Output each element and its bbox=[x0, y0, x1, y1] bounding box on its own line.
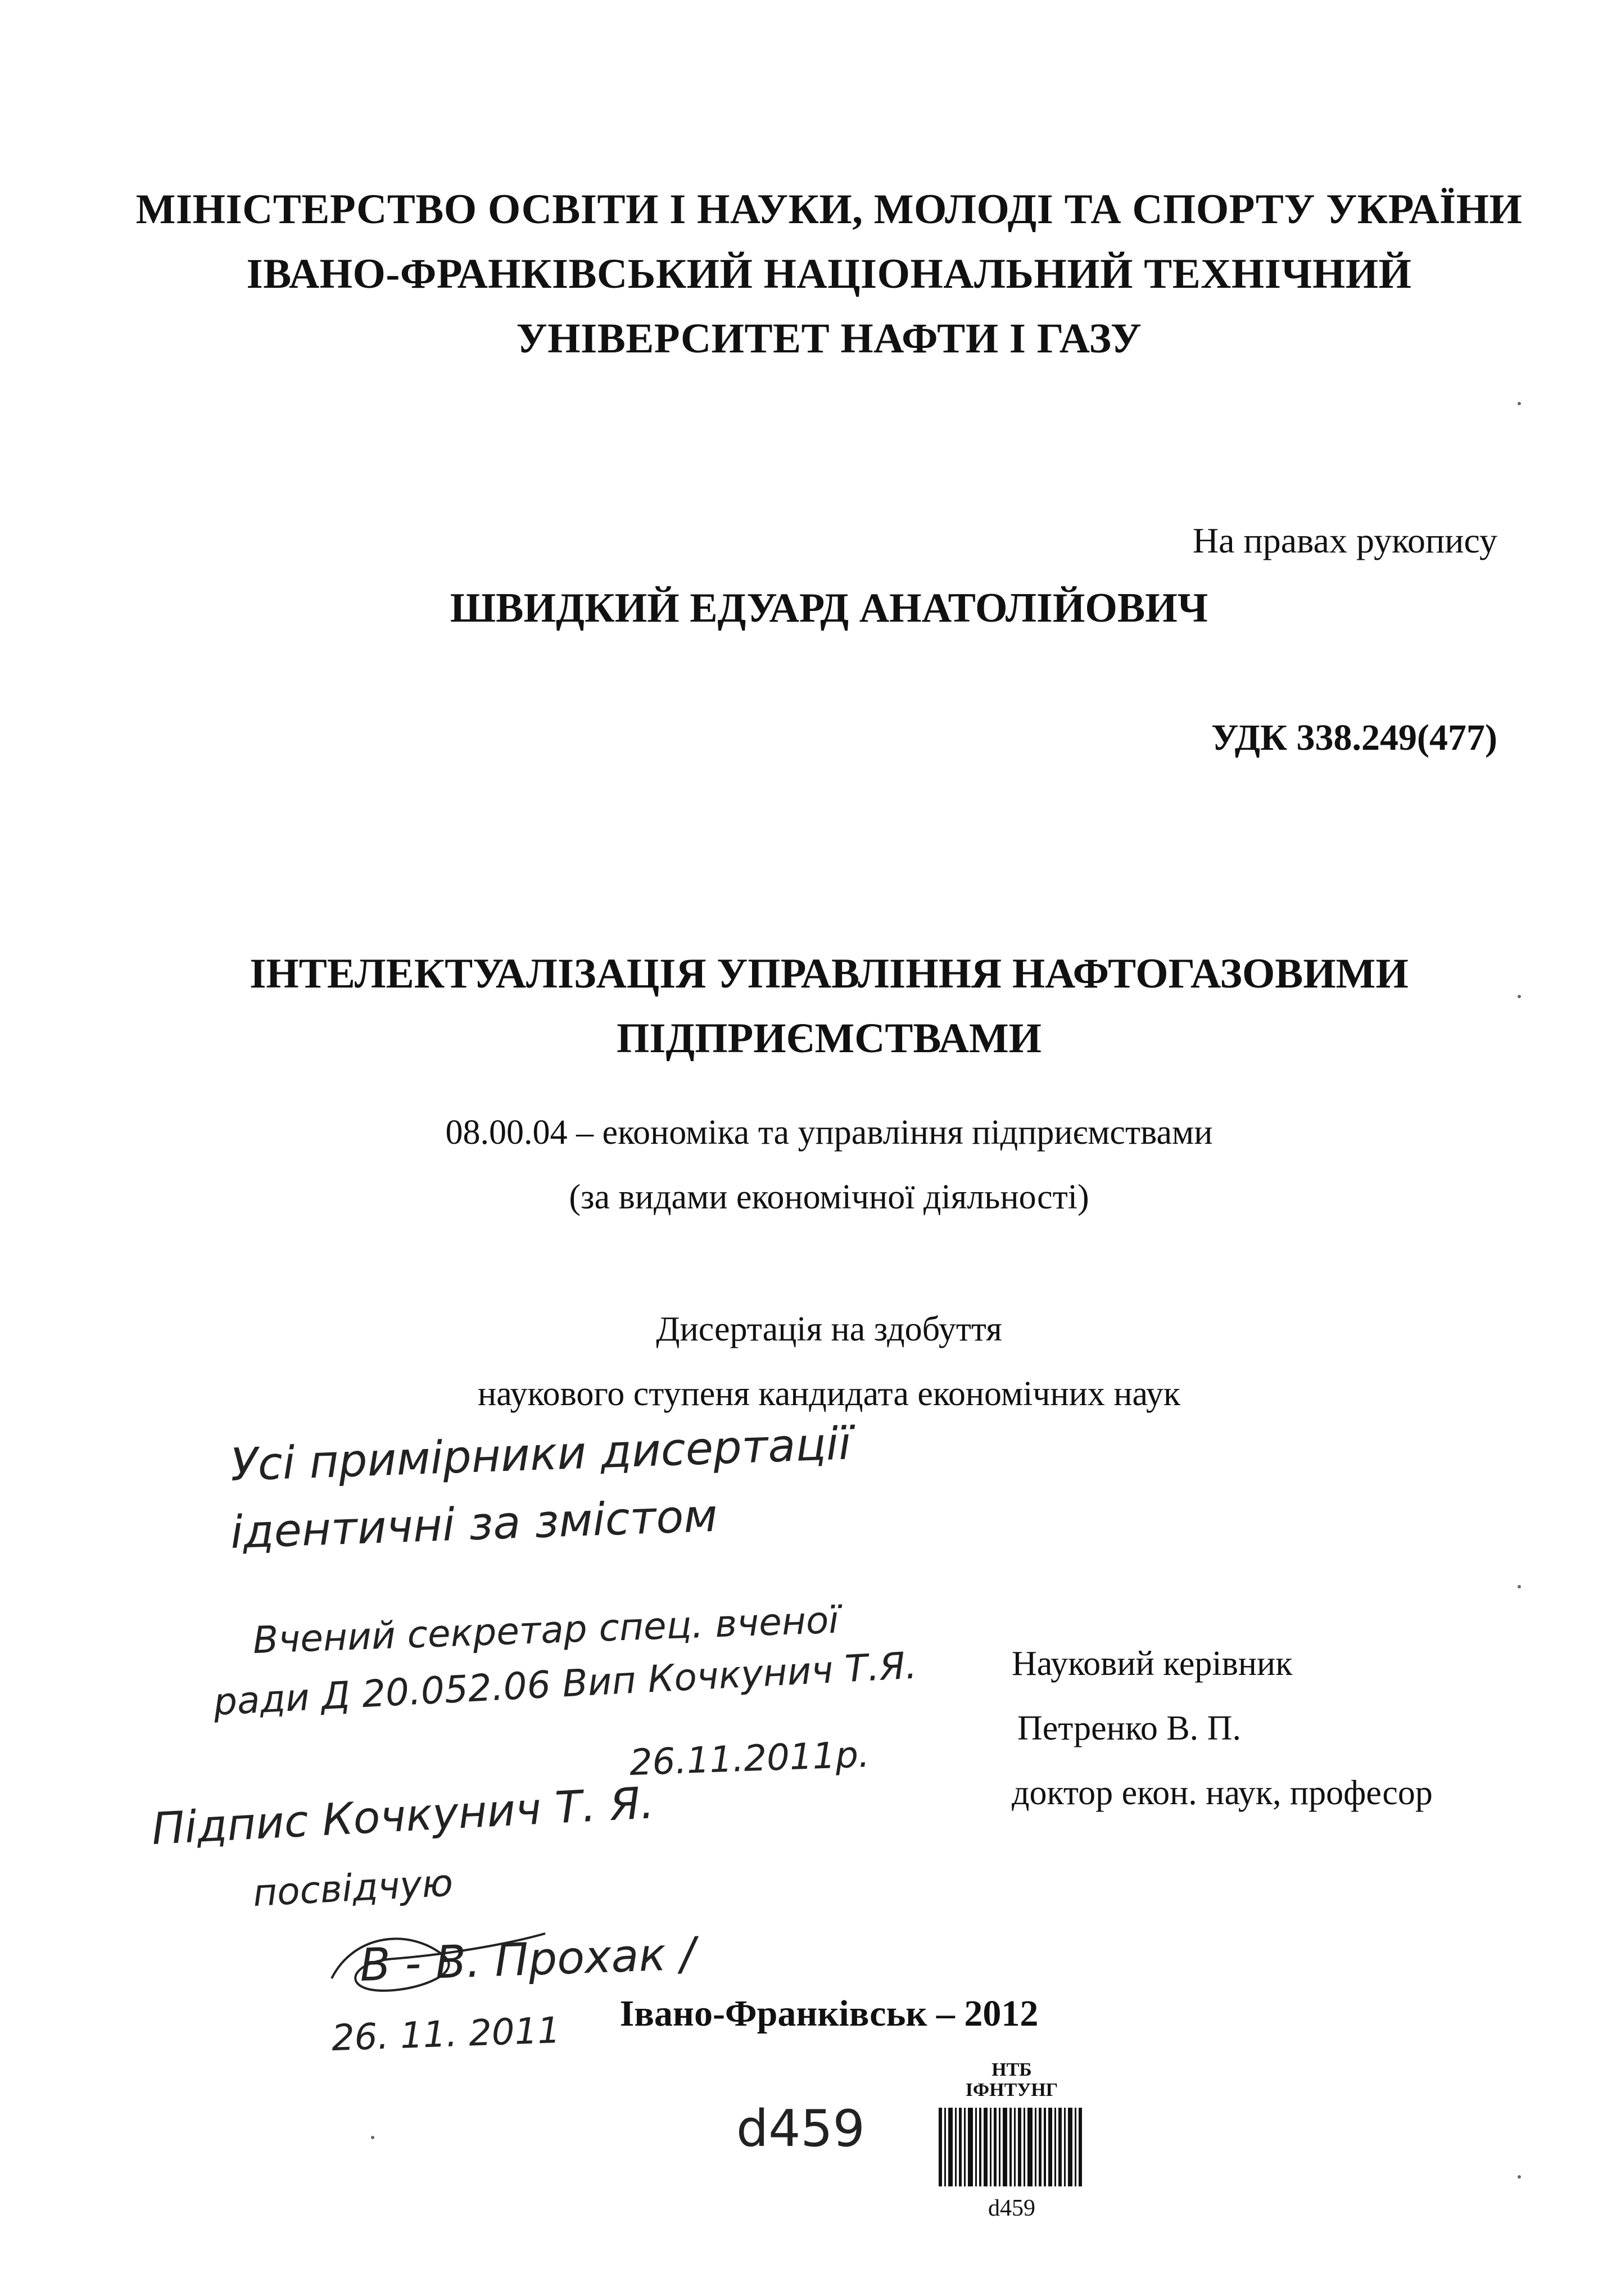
manuscript-note: На правах рукопису bbox=[1192, 520, 1497, 560]
scan-speck bbox=[1518, 402, 1521, 405]
supervisor-name: Петренко В. П. bbox=[1017, 1709, 1241, 1747]
university-heading-line1: ІВАНО-ФРАНКІВСЬКИЙ НАЦІОНАЛЬНИЙ ТЕХНІЧНИЙ bbox=[246, 251, 1412, 297]
udc-code: УДК 338.249(477) bbox=[1211, 717, 1497, 758]
barcode-icon bbox=[927, 2108, 1096, 2186]
dissertation-title-line2: ПІДПРИЄМСТВАМИ bbox=[616, 1015, 1042, 1062]
library-stamp-line1: НТБ bbox=[991, 2059, 1032, 2080]
handwritten-note-line7: посвідчую bbox=[251, 1861, 454, 1915]
author-name: ШВИДКИЙ ЕДУАРД АНАТОЛІЙОВИЧ bbox=[450, 585, 1208, 631]
handwritten-note-line1: Усі примірники дисертації bbox=[229, 1417, 852, 1491]
supervisor-label: Науковий керівник bbox=[1012, 1645, 1293, 1683]
ministry-heading: МІНІСТЕРСТВО ОСВІТИ І НАУКИ, МОЛОДІ ТА СПОРТУ УКРАЇНИ bbox=[135, 186, 1523, 233]
library-barcode-stamp bbox=[927, 2054, 1096, 2257]
library-stamp-number: d459 bbox=[988, 2195, 1035, 2221]
handwritten-note-line6: Підпис Кочкунич Т. Я. bbox=[150, 1778, 656, 1855]
handwritten-inventory-number: d459 bbox=[736, 2099, 865, 2158]
handwritten-note-line5: 26.11.2011р. bbox=[628, 1734, 871, 1784]
handwritten-note-line2: ідентичні за змістом bbox=[229, 1489, 718, 1559]
scan-speck bbox=[371, 2136, 374, 2139]
place-year: Івано-Франківськ – 2012 bbox=[619, 1993, 1039, 2034]
scan-speck bbox=[1518, 2175, 1521, 2179]
specialty-line1: 08.00.04 – економіка та управління підприємствами bbox=[445, 1113, 1213, 1152]
handwritten-note-line3: Вчений секретар спец. вченої bbox=[252, 1598, 840, 1662]
handwritten-note-line8: В - В. Прохак / bbox=[359, 1927, 696, 1991]
handwritten-note-line4: ради Д 20.052.06 Вип Кочкунич Т.Я. bbox=[212, 1643, 918, 1724]
dissertation-degree-line1: Дисертація на здобуття bbox=[656, 1310, 1002, 1348]
university-heading-line2: УНІВЕРСИТЕТ НАФТИ І ГАЗУ bbox=[516, 315, 1142, 362]
scan-speck bbox=[1518, 1585, 1521, 1588]
dissertation-title-line1: ІНТЕЛЕКТУАЛІЗАЦІЯ УПРАВЛІННЯ НАФТОГАЗОВИМИ bbox=[250, 950, 1409, 997]
handwritten-note-line9: 26. 11. 2011 bbox=[330, 2009, 562, 2059]
scan-speck bbox=[1518, 995, 1521, 998]
specialty-line2: (за видами економічної діяльності) bbox=[569, 1178, 1089, 1216]
dissertation-degree-line2: наукового ступеня кандидата економічних наук bbox=[477, 1375, 1181, 1413]
library-stamp-line2: ІФНТУНГ bbox=[965, 2080, 1058, 2100]
supervisor-degree: доктор екон. наук, професор bbox=[1012, 1774, 1433, 1812]
